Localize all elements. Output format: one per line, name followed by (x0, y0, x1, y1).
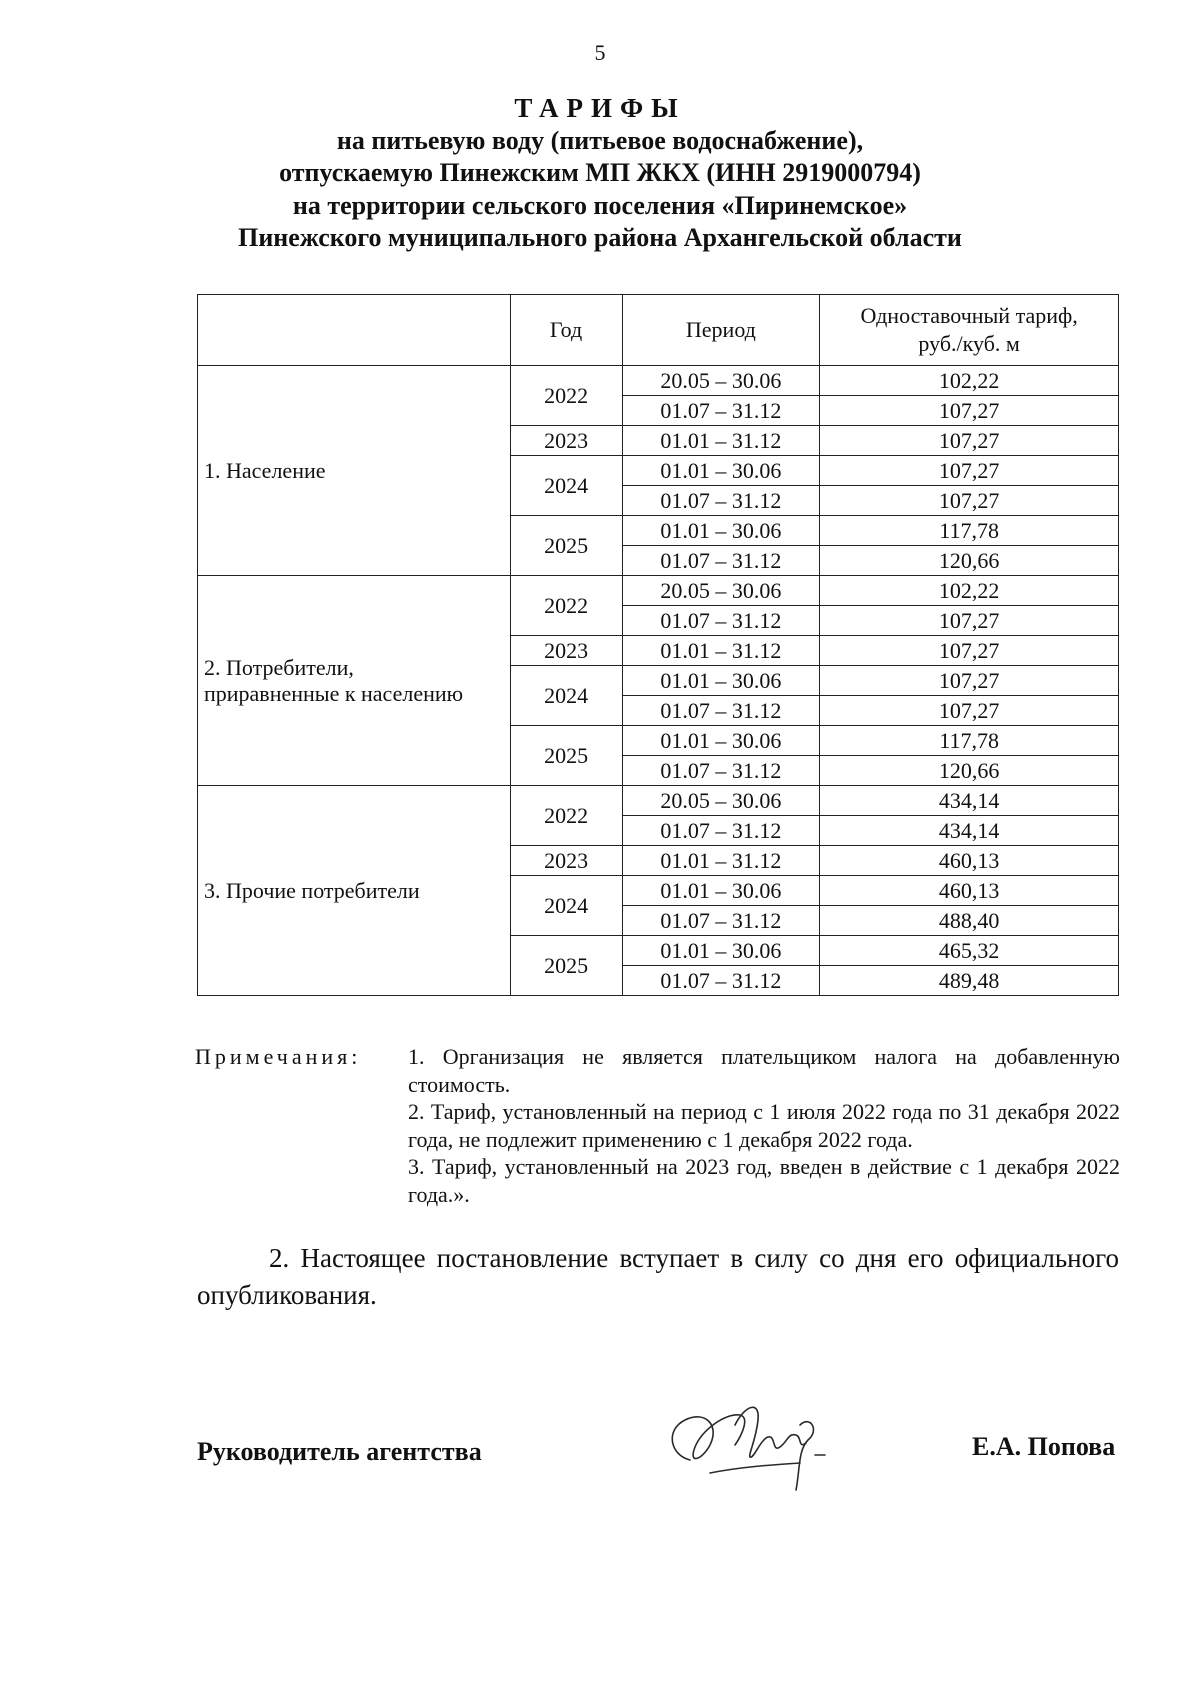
title-line: на территории сельского поселения «Пиринемское» (292, 190, 908, 220)
year-cell: 2024 (510, 456, 622, 516)
tariff-value: 460,13 (820, 846, 1119, 876)
group-cell (198, 576, 511, 786)
title-line: на питьевую воду (питьевое водоснабжение), (336, 125, 864, 155)
header-tariff (820, 295, 1119, 366)
period-cell: 01.07 – 31.12 (622, 606, 820, 636)
period-cell: 01.01 – 30.06 (622, 516, 820, 546)
header-period: Период (622, 295, 820, 366)
note-item: 2. Тариф, установленный на период с 1 июля 2022 года по 31 декабря 2022 года, не подлежит применению с 1 декабря 2022 года. (408, 1099, 1120, 1152)
period-cell: 01.01 – 30.06 (622, 876, 820, 906)
effective-clause: 2. Настоящее постановление вступает в силу со дня его официального опубликования. (197, 1243, 1119, 1310)
year-cell: 2025 (510, 516, 622, 576)
period-cell: 01.01 – 30.06 (622, 726, 820, 756)
period-cell: 01.01 – 30.06 (622, 456, 820, 486)
group-name: 3. Прочие потребители (204, 877, 420, 903)
page-number: 5 (594, 40, 606, 65)
tariff-value: 102,22 (820, 576, 1119, 606)
year-cell: 2022 (510, 576, 622, 636)
tariff-value: 120,66 (820, 756, 1119, 786)
period-cell: 01.07 – 31.12 (622, 906, 820, 936)
year-cell: 2023 (510, 636, 622, 666)
period-cell: 01.07 – 31.12 (622, 966, 820, 996)
tariff-value: 117,78 (820, 726, 1119, 756)
year-cell: 2023 (510, 846, 622, 876)
notes-label: Примечания: (195, 1044, 362, 1069)
period-cell: 20.05 – 30.06 (622, 366, 820, 396)
period-cell: 20.05 – 30.06 (622, 576, 820, 606)
notes-list (408, 1043, 1120, 1208)
header-tariff-line: руб./куб. м (918, 331, 1020, 356)
period-cell: 01.01 – 31.12 (622, 636, 820, 666)
tariff-table (197, 294, 1119, 996)
tariff-value: 107,27 (820, 396, 1119, 426)
table-row (198, 786, 1119, 816)
tariff-value: 434,14 (820, 816, 1119, 846)
signer-position: Руководитель агентства (197, 1437, 482, 1466)
header-tariff-line: Одноставочный тариф, (860, 303, 1078, 328)
title-line: отпускаемую Пинежским МП ЖКХ (ИНН 2919000794) (279, 158, 921, 187)
year-cell: 2022 (510, 366, 622, 426)
document-title (0, 92, 1200, 255)
tariff-value: 107,27 (820, 426, 1119, 456)
period-cell: 01.07 – 31.12 (622, 486, 820, 516)
group-name: 1. Население (204, 457, 326, 483)
tariff-value: 488,40 (820, 906, 1119, 936)
group-cell (198, 786, 511, 996)
title-line: Пинежского муниципального района Архангельской области (238, 223, 962, 252)
tariff-value: 465,32 (820, 936, 1119, 966)
tariff-value: 107,27 (820, 606, 1119, 636)
title-main: ТАРИФЫ (514, 93, 686, 123)
note-item: 3. Тариф, установленный на 2023 год, введен в действие с 1 декабря 2022 года.». (408, 1154, 1120, 1207)
tariff-value: 489,48 (820, 966, 1119, 996)
tariff-value: 107,27 (820, 636, 1119, 666)
table-row (198, 366, 1119, 396)
group-name: 2. Потребители, (204, 654, 354, 680)
notes-section (195, 1043, 1120, 1208)
tariff-value: 107,27 (820, 486, 1119, 516)
note-item: 1. Организация не является плательщиком налога на добавленную стоимость. (408, 1044, 1120, 1097)
year-cell: 2024 (510, 876, 622, 936)
year-cell: 2023 (510, 426, 622, 456)
period-cell: 01.07 – 31.12 (622, 816, 820, 846)
period-cell: 01.01 – 31.12 (622, 426, 820, 456)
header-year: Год (510, 295, 622, 366)
year-cell: 2022 (510, 786, 622, 846)
tariff-value: 460,13 (820, 876, 1119, 906)
tariff-value: 120,66 (820, 546, 1119, 576)
period-cell: 01.07 – 31.12 (622, 546, 820, 576)
year-cell: 2025 (510, 936, 622, 996)
signer-name: Е.А. Попова (972, 1432, 1116, 1461)
table-header-row (198, 295, 1119, 366)
period-cell: 01.01 – 31.12 (622, 846, 820, 876)
group-name: приравненные к населению (204, 680, 464, 706)
period-cell: 01.01 – 30.06 (622, 666, 820, 696)
tariff-value: 107,27 (820, 456, 1119, 486)
period-cell: 20.05 – 30.06 (622, 786, 820, 816)
group-cell (198, 366, 511, 576)
signature-image (650, 1385, 840, 1495)
tariff-value: 102,22 (820, 366, 1119, 396)
header-group (198, 295, 511, 366)
tariff-value: 107,27 (820, 666, 1119, 696)
year-cell: 2024 (510, 666, 622, 726)
table-row (198, 576, 1119, 606)
tariff-value: 117,78 (820, 516, 1119, 546)
period-cell: 01.07 – 31.12 (622, 756, 820, 786)
period-cell: 01.07 – 31.12 (622, 396, 820, 426)
period-cell: 01.01 – 30.06 (622, 936, 820, 966)
tariff-value: 107,27 (820, 696, 1119, 726)
period-cell: 01.07 – 31.12 (622, 696, 820, 726)
tariff-value: 434,14 (820, 786, 1119, 816)
year-cell: 2025 (510, 726, 622, 786)
